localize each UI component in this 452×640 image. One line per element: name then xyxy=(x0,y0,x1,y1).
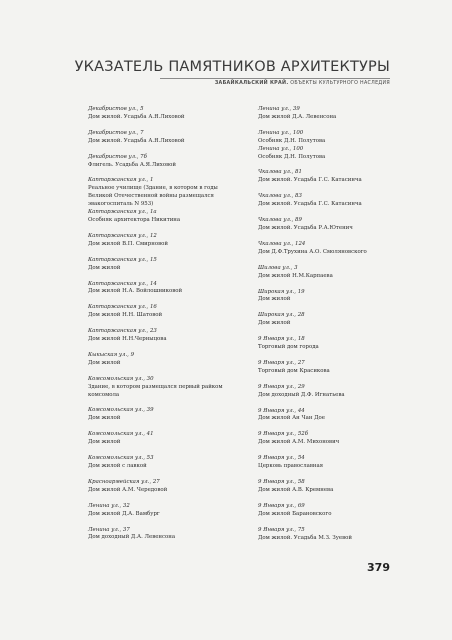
entry-object: Дом жилой xyxy=(88,415,121,422)
index-entry xyxy=(88,177,274,224)
index-entry xyxy=(88,304,274,320)
entry-address: 9 Января ул., 52б xyxy=(258,431,308,438)
entry-object: Дом жилой. Усадьба А.Я.Лиховой xyxy=(88,137,185,144)
entry-address: Ленина ул., 39 xyxy=(258,106,300,112)
entry-address: Ленина ул., 100 xyxy=(258,129,304,136)
entry-object: Торговый дом города xyxy=(258,344,319,351)
entry-address: Ленина ул., 32 xyxy=(88,502,130,509)
index-entry xyxy=(258,384,444,400)
index-entry xyxy=(258,312,444,328)
entry-address: Чкалова ул., 89 xyxy=(258,217,302,224)
entry-object: Дом жилой Н.Н.Черныцова xyxy=(88,336,167,343)
entry-address: Шилова ул., 3 xyxy=(258,264,298,271)
entry-object: Дом жилой В.П. Смирновой xyxy=(88,240,168,247)
entry-address: Чкалова ул., 124 xyxy=(258,240,306,247)
entry-object: Дом жилой. Усадьба М.З. Зуевой xyxy=(258,534,352,541)
entry-address: Комсомольская ул., 41 xyxy=(88,431,154,438)
index-entry xyxy=(258,360,444,376)
index-entry xyxy=(258,455,444,471)
index-entry xyxy=(258,503,444,519)
index-entry xyxy=(88,503,274,519)
index-entry xyxy=(88,407,274,423)
page-title: УКАЗАТЕЛЬ ПАМЯТНИКОВ АРХИТЕКТУРЫ xyxy=(74,59,390,75)
entry-address: Чкалова ул., 81 xyxy=(258,169,302,176)
entry-address: Ленина ул., 37 xyxy=(88,526,130,533)
entry-object: Дом жилой А.М. Михонович xyxy=(258,439,340,446)
entry-address: 9 Января ул., 27 xyxy=(258,359,305,366)
header-rule xyxy=(160,78,390,79)
index-entry xyxy=(258,431,444,447)
entry-object: Здание, в котором размещался первый райком xyxy=(88,383,223,390)
index-entry xyxy=(88,376,274,400)
entry-object: Дом жилой xyxy=(88,264,121,271)
entry-object: комсомола xyxy=(88,391,120,398)
index-entry xyxy=(258,289,444,305)
entry-object: Дом жилой xyxy=(88,439,121,446)
entry-object: Особняк Д.Н. Полутова xyxy=(258,153,326,160)
page-subtitle xyxy=(215,81,390,86)
entry-address: Каптаржанская ул., 1 xyxy=(88,177,154,184)
index-entry xyxy=(258,217,444,233)
entry-address: Каптаржанская ул., 23 xyxy=(88,328,157,335)
entry-object: Великой Отечественной войны размещался xyxy=(88,193,214,200)
index-entry xyxy=(88,106,274,122)
index-entry xyxy=(88,352,274,368)
index-entry xyxy=(258,169,444,185)
entry-object: Дом жилой xyxy=(258,320,291,327)
entry-address: 9 Января ул., 29 xyxy=(258,383,305,390)
entry-address: Каптаржанская ул., 12 xyxy=(88,232,157,239)
entry-object: Дом жилой Д.А. Левенсона xyxy=(258,113,337,120)
entry-address: 9 Января ул., 18 xyxy=(258,336,305,343)
entry-object: Дом жилой xyxy=(88,359,121,366)
entry-address: 9 Января ул., 54 xyxy=(258,455,305,462)
entry-object: эвакогоспиталь N 953) xyxy=(88,201,154,208)
subtitle-rest: ОБЪЕКТЫ КУЛЬТУРНОГО НАСЛЕДИЯ xyxy=(288,81,390,86)
index-entry xyxy=(88,130,274,146)
index-entry xyxy=(258,479,444,495)
entry-address: Каптаржанская ул., 1а xyxy=(88,209,157,216)
entry-address: Широкая ул., 19 xyxy=(258,288,305,295)
page-number: 379 xyxy=(367,561,390,574)
entry-object: Дом жилой Н.М.Карпаева xyxy=(258,272,333,279)
entry-object: Дом жилой Ан Чан Дое xyxy=(258,415,325,422)
entry-object: Дом жилой. Усадьба Г.С. Катасинча xyxy=(258,201,362,208)
entry-object: Флигель. Усадьба А.Я.Лиховой xyxy=(88,161,176,168)
entry-address: Комсомольская ул., 53 xyxy=(88,455,154,462)
entry-object: Дом жилой Барановского xyxy=(258,510,332,517)
entry-address: Декабристов ул., 7б xyxy=(88,153,147,160)
entry-address: 9 Января ул., 58 xyxy=(258,479,305,485)
index-entry xyxy=(88,233,274,249)
entry-object: Дом жилой с лавкой xyxy=(88,463,147,469)
index-entry xyxy=(88,257,274,273)
entry-object: Церковь православная xyxy=(258,463,324,470)
entry-address: Чкалова ул., 83 xyxy=(258,193,302,200)
entry-address: Декабристов ул., 7 xyxy=(88,129,144,136)
index-entry xyxy=(258,193,444,209)
entry-object: Дом жилой xyxy=(258,296,291,303)
entry-object: Дом жилой Н.Н. Шатовой xyxy=(88,312,163,319)
entry-address: Широкая ул., 28 xyxy=(258,312,305,319)
entry-object: Дом Д.Ф.Трухина А.О. Смоляновского xyxy=(258,248,367,255)
right-column xyxy=(258,106,444,550)
index-entry xyxy=(258,130,444,162)
subtitle-region: ЗАБАЙКАЛЬСКИЙ КРАЙ. xyxy=(214,81,289,86)
entry-address: Красноармейская ул., 27 xyxy=(88,478,160,485)
entry-object: Особняк Д.Н. Полутова xyxy=(258,137,326,144)
index-entry xyxy=(258,241,444,257)
left-column xyxy=(88,106,274,550)
entry-address: Каптаржанская ул., 15 xyxy=(88,256,157,263)
index-entry xyxy=(88,328,274,344)
index-entry xyxy=(258,527,444,543)
entry-address: Комсомольская ул., 30 xyxy=(88,375,154,382)
entry-address: 9 Января ул., 44 xyxy=(258,407,305,414)
entry-object: Реальное училище (Здание, в котором в годы xyxy=(88,185,218,192)
entry-object: Особняк архитектора Никитина xyxy=(88,216,181,223)
index-entry xyxy=(258,408,444,424)
index-entry xyxy=(88,431,274,447)
index-entry xyxy=(258,336,444,352)
entry-address: Декабристов ул., 5 xyxy=(88,106,144,112)
entry-object: Дом жилой Д.А. Вамбург xyxy=(88,510,160,517)
index-entry xyxy=(88,455,274,471)
entry-object: Дом жилой. Усадьба Р.А.Ютенич xyxy=(258,224,353,231)
index-entry xyxy=(88,479,274,495)
entry-object: Дом доходный Д.Ф. Игнатьева xyxy=(258,391,345,398)
entry-object: Дом жилой. Усадьба Г.С. Катасинча xyxy=(258,177,362,184)
entry-address: Каптаржанская ул., 14 xyxy=(88,280,157,287)
index-entry xyxy=(88,527,274,543)
entry-object: Дом жилой А.М. Чередовой xyxy=(88,486,168,493)
entry-object: Дом жилой А.В. Кремнева xyxy=(258,486,334,493)
entry-object: Дом жилой Н.А. Войлошниковой xyxy=(88,288,183,295)
entry-object: Дом доходный Д.А. Левенсона xyxy=(88,534,176,541)
entry-address: Комсомольская ул., 39 xyxy=(88,407,154,414)
entry-address: Кыкыская ул., 9 xyxy=(88,351,135,358)
index-entry xyxy=(88,281,274,297)
entry-address: Каптаржанская ул., 16 xyxy=(88,304,157,311)
index-entry xyxy=(258,106,444,122)
entry-object: Дом жилой. Усадьба А.Я.Лиховой xyxy=(88,113,185,120)
entry-address: 9 Января ул., 75 xyxy=(258,526,305,533)
index-entry xyxy=(88,154,274,170)
entry-object: Торговый дом Красикова xyxy=(258,367,330,374)
entry-address: 9 Января ул., 69 xyxy=(258,502,305,509)
index-entry xyxy=(258,265,444,281)
entry-address: Ленина ул., 100 xyxy=(258,145,304,152)
